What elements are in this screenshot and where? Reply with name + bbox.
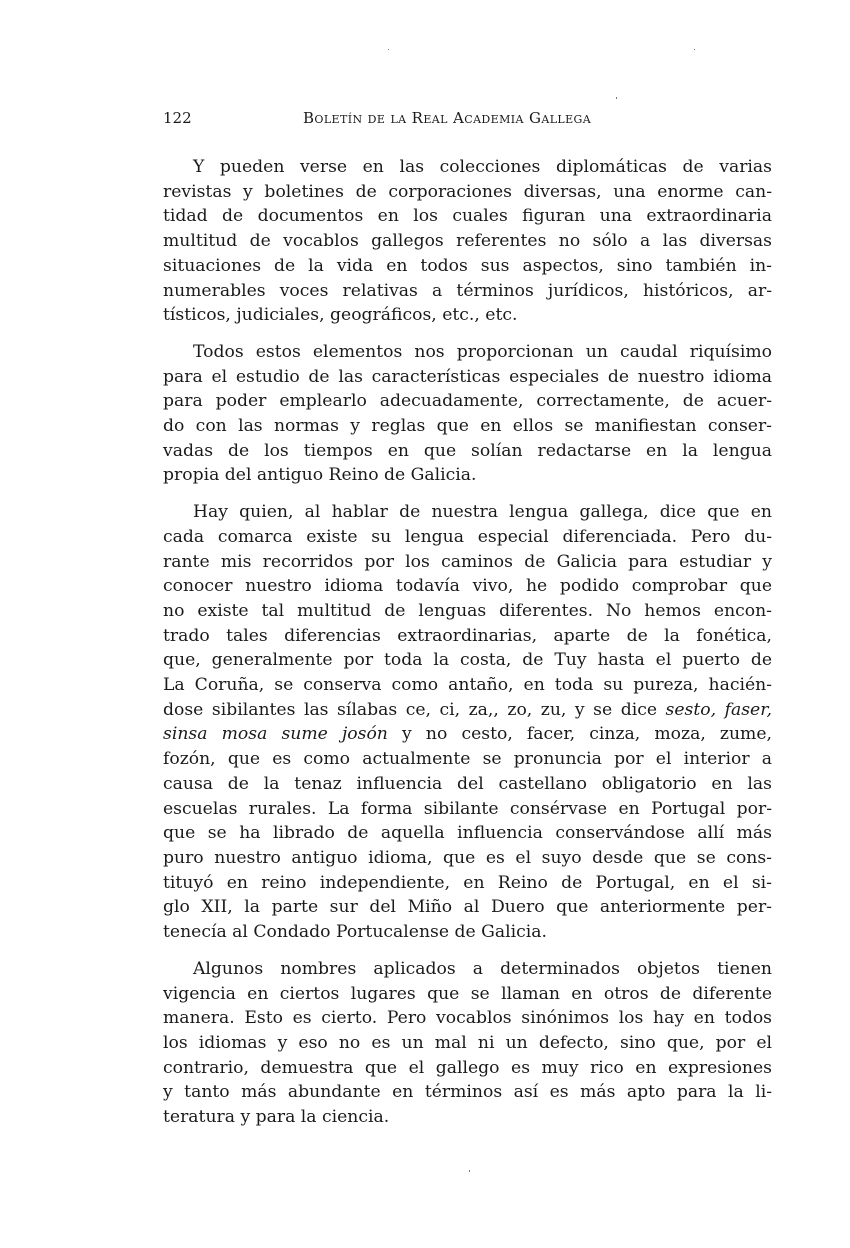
- text-line: que se ha librado de aquella influencia conservándose allí más: [163, 823, 772, 844]
- text-line: Hay quien, al hablar de nuestra lengua gallega, dice que en: [193, 502, 772, 523]
- text-line: situaciones de la vida en todos sus aspectos, sino también in-: [163, 255, 772, 276]
- text-line: y tanto más abundante en términos así es más apto para la li-: [163, 1082, 772, 1103]
- text-line: cada comarca existe su lengua especial diferenciada. Pero du-: [163, 526, 772, 547]
- scan-speck: [469, 1170, 470, 1172]
- text-line: Algunos nombres aplicados a determinados objetos tienen: [193, 958, 772, 979]
- text-line: do con las normas y reglas que en ellos se manifiestan conser-: [163, 416, 772, 437]
- text-line: manera. Esto es cierto. Pero vocablos sinónimos los hay en todos: [163, 1008, 772, 1029]
- text-line: vadas de los tiempos en que solían redactarse en la lengua: [163, 440, 772, 461]
- text-line-mixed: [163, 722, 772, 747]
- text-line: escuelas rurales. La forma sibilante consérvase en Portugal por-: [163, 798, 772, 819]
- text-line: numerables voces relativas a términos jurídicos, históricos, ar-: [163, 280, 772, 301]
- text-line: multitud de vocablos gallegos referentes no sólo a las diversas: [163, 231, 772, 252]
- text-line: rante mis recorridos por los caminos de Galicia para estudiar y: [163, 551, 772, 572]
- scan-speck: [694, 49, 695, 50]
- text-line: para poder emplearlo adecuadamente, correctamente, de acuer-: [163, 391, 772, 412]
- running-head: [163, 106, 772, 130]
- paragraph-2: [163, 340, 772, 488]
- journal-title: Boletín de la Real Academia Gallega: [303, 109, 592, 127]
- body-text: [163, 155, 772, 1142]
- text-line: Todos estos elementos nos proporcionan un caudal riquísimo: [193, 341, 772, 362]
- scan-speck: [616, 97, 617, 99]
- text-line: tísticos, judiciales, geográficos, etc., etc.: [163, 305, 518, 326]
- text-line: conocer nuestro idioma todavía vivo, he podido comprobar que: [163, 576, 772, 597]
- text-line: tituyó en reino independiente, en Reino de Portugal, en el si-: [163, 872, 772, 893]
- paragraph-1: [163, 155, 772, 328]
- text-line: para el estudio de las características especiales de nuestro idioma: [163, 366, 772, 387]
- page-number: 122: [163, 109, 192, 127]
- paragraph-4: [163, 957, 772, 1130]
- italic-text: sesto, faser,: [665, 699, 773, 720]
- paragraph-3: [163, 500, 772, 945]
- text-line: puro nuestro antiguo idioma, que es el suyo desde que se cons-: [163, 847, 772, 868]
- text-line-mixed: [163, 698, 772, 723]
- scan-speck: [388, 49, 389, 50]
- text-line: causa de la tenaz influencia del castellano obligatorio en las: [163, 773, 772, 794]
- text-line: glo XII, la parte sur del Miño al Duero que anteriormente per-: [163, 897, 772, 918]
- text-line: propia del antiguo Reino de Galicia.: [163, 465, 477, 486]
- text-line: los idiomas y eso no es un mal ni un defecto, sino que, por el: [163, 1032, 772, 1053]
- text-line: La Coruña, se conserva como antaño, en toda su pureza, hacién-: [163, 675, 772, 696]
- text-line: tidad de documentos en los cuales figuran una extraordinaria: [163, 206, 772, 227]
- text-line: tenecía al Condado Portucalense de Galicia.: [163, 922, 547, 943]
- text-line: vigencia en ciertos lugares que se llaman en otros de diferente: [163, 983, 772, 1004]
- text-segment: y no cesto, facer, cinza, moza, zume,: [402, 724, 772, 745]
- text-line: contrario, demuestra que el gallego es muy rico en expresiones: [163, 1057, 772, 1078]
- text-line: fozón, que es como actualmente se pronuncia por el interior a: [163, 749, 772, 770]
- italic-text: sinsa mosa sume josón: [163, 724, 388, 745]
- text-segment: dose sibilantes las sílabas ce, ci, za,, zo, zu, y se dice: [163, 699, 657, 720]
- text-line: que, generalmente por toda la costa, de Tuy hasta el puerto de: [163, 650, 772, 671]
- text-line: no existe tal multitud de lenguas diferentes. No hemos encon-: [163, 600, 772, 621]
- text-line: trado tales diferencias extraordinarias, aparte de la fonética,: [163, 625, 772, 646]
- text-line: revistas y boletines de corporaciones diversas, una enorme can-: [163, 181, 772, 202]
- text-line: Y pueden verse en las colecciones diplomáticas de varias: [193, 157, 772, 177]
- text-line: teratura y para la ciencia.: [163, 1107, 390, 1128]
